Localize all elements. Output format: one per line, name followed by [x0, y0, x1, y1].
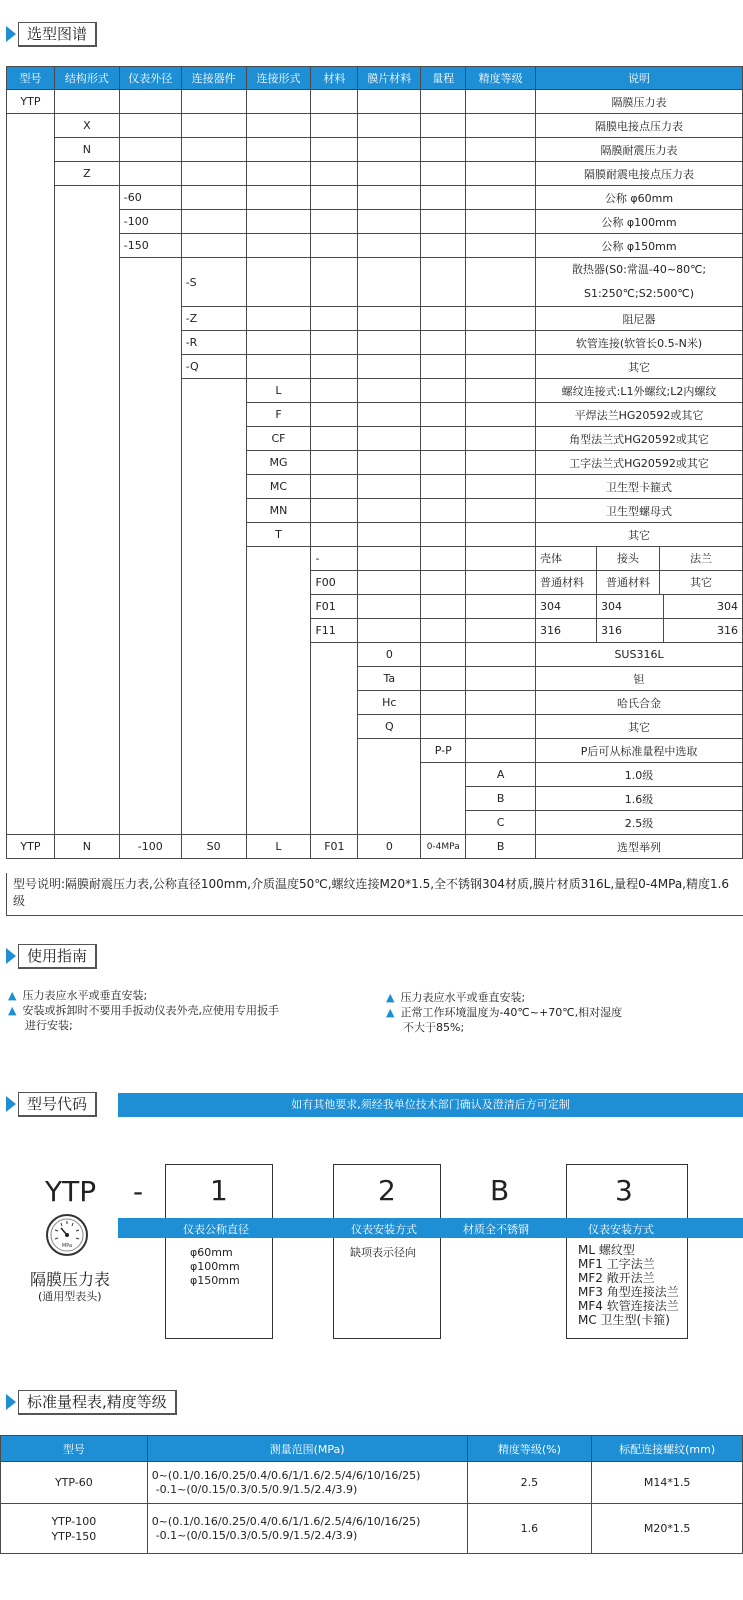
table-row — [7, 355, 743, 379]
code-digit-2: 2 — [378, 1174, 396, 1207]
example-cell: 0-4MPa — [421, 835, 466, 859]
table-row — [7, 571, 743, 595]
code-cell: F01 — [311, 595, 358, 619]
header-cell: 测量范围(MPa) — [147, 1436, 467, 1462]
grade-cell: 1.6 — [467, 1504, 592, 1554]
code-cell: YTP — [7, 90, 55, 114]
table-row — [7, 451, 743, 475]
code-cell: N — [54, 138, 119, 162]
model-prefix: YTP — [45, 1175, 97, 1208]
code-cell: B — [466, 787, 536, 811]
desc-cell: 隔膜耐震压力表 — [536, 138, 743, 162]
code-cell: -Q — [181, 355, 246, 379]
code-cell: Z — [54, 162, 119, 186]
selection-table — [6, 66, 743, 859]
header-cell: 连接器件 — [181, 67, 246, 90]
example-cell: L — [246, 835, 311, 859]
thread-cell: M20*1.5 — [592, 1504, 743, 1554]
header-cell: 连接形式 — [246, 67, 311, 90]
code-cell: F00 — [311, 571, 358, 595]
section-title: 型号代码 — [18, 1092, 97, 1117]
code-label: 仪表安装方式 — [351, 1223, 417, 1236]
table-row — [7, 234, 743, 258]
custom-banner: 如有其他要求,须经我单位技术部门确认及澄清后方可定制 — [118, 1093, 743, 1117]
desc-cell: 1.6级 — [536, 787, 743, 811]
code-digit-1: 1 — [210, 1174, 228, 1207]
desc-cell: 其它 — [536, 715, 743, 739]
table-row — [7, 162, 743, 186]
desc-cell: 卫生型螺母式 — [536, 499, 743, 523]
material-joint: 接头 — [597, 547, 660, 570]
example-cell: N — [54, 835, 119, 859]
desc-cell: 工字法兰式HG20592或其它 — [536, 451, 743, 475]
table-row — [7, 691, 743, 715]
list-item: MF3 角型连接法兰 — [578, 1285, 679, 1299]
list-item: φ60mm — [190, 1246, 233, 1259]
example-cell: -100 — [119, 835, 181, 859]
diameter-list — [190, 1246, 240, 1288]
material-shell: 304 — [536, 595, 597, 618]
triangle-icon — [6, 1394, 16, 1410]
code-cell: C — [466, 811, 536, 835]
code-cell: -150 — [119, 234, 181, 258]
code-label-bar — [118, 1218, 743, 1238]
pressure-gauge-icon — [45, 1213, 89, 1257]
triangle-bullet-icon: ▲ — [386, 1006, 395, 1019]
desc-cell: SUS316L — [536, 643, 743, 667]
example-cell: 0 — [358, 835, 421, 859]
code-label: 材质全不锈钢 — [463, 1223, 529, 1236]
table-row — [7, 619, 743, 643]
table-header-row — [1, 1436, 743, 1462]
material-flange: 316 — [717, 624, 738, 637]
table-row — [7, 331, 743, 355]
header-cell: 材料 — [311, 67, 358, 90]
header-cell: 精度等级 — [466, 67, 536, 90]
code-digit-3: 3 — [615, 1174, 633, 1207]
material-joint: 普通材料 — [597, 571, 660, 594]
table-header-row — [7, 67, 743, 90]
product-name: 隔膜压力表 — [30, 1270, 111, 1289]
list-item: MF1 工字法兰 — [578, 1257, 655, 1271]
triangle-icon — [6, 1096, 16, 1112]
model-note: 型号说明:隔膜耐震压力表,公称直径100mm,介质温度50℃,螺纹连接M20*1.5,全不锈钢304材质,膜片材质316L,量程0-4MPa,精度1.6级 — [6, 873, 743, 916]
desc-cell — [536, 258, 743, 307]
header-cell: 结构形式 — [54, 67, 119, 90]
table-row — [7, 138, 743, 162]
table-row — [7, 258, 743, 307]
table-row — [7, 499, 743, 523]
table-row — [7, 811, 743, 835]
model-dash: - — [133, 1175, 144, 1208]
usage-item: ▲ 压力表应水平或垂直安装; — [8, 989, 148, 1002]
desc-cell: 公称 φ150mm — [536, 234, 743, 258]
desc-cell: 角型法兰式HG20592或其它 — [536, 427, 743, 451]
code-cell: -100 — [119, 210, 181, 234]
desc-cell: 隔膜压力表 — [536, 90, 743, 114]
table-row — [7, 787, 743, 811]
mount-note: 缺项表示径向 — [350, 1246, 416, 1259]
usage-item: ▲ 安装或拆卸时不要用手扳动仪表外壳,应使用专用扳手 — [8, 1004, 279, 1017]
material-cell — [536, 547, 743, 571]
material-cell — [536, 595, 743, 619]
triangle-bullet-icon: ▲ — [8, 989, 17, 1002]
list-item: MC 卫生型(卡箍) — [578, 1313, 670, 1327]
header-cell: 精度等级(%) — [467, 1436, 592, 1462]
range-table — [0, 1435, 743, 1554]
table-row — [7, 667, 743, 691]
code-cell: F — [246, 403, 311, 427]
usage-list-right — [386, 990, 716, 1035]
code-label: 仪表安装方式 — [588, 1223, 654, 1236]
code-cell: Q — [358, 715, 421, 739]
desc-cell: 1.0级 — [536, 763, 743, 787]
table-row — [7, 427, 743, 451]
desc-cell: 隔膜电接点压力表 — [536, 114, 743, 138]
code-cell: -S — [181, 258, 246, 307]
range-cell: 0~(0.1/0.16/0.25/0.4/0.6/1/1.6/2.5/4/6/10/16/25) -0.1~(0/0.15/0.3/0.5/0.9/1.5/2.4/3.9) — [147, 1504, 467, 1554]
desc-cell: 钽 — [536, 667, 743, 691]
code-cell: F11 — [311, 619, 358, 643]
code-cell: -Z — [181, 307, 246, 331]
material-joint: 316 — [597, 619, 664, 642]
table-row — [7, 739, 743, 763]
grade-cell: 2.5 — [467, 1462, 592, 1504]
material-flange: 其它 — [690, 576, 713, 589]
triangle-bullet-icon: ▲ — [8, 1004, 17, 1017]
material-flange: 法兰 — [690, 552, 713, 565]
code-cell: MC — [246, 475, 311, 499]
usage-item-cont: 进行安装; — [25, 1019, 73, 1032]
model-cell: YTP-60 — [1, 1462, 148, 1504]
code-cell: Hc — [358, 691, 421, 715]
usage-item-cont: 不大于85%; — [403, 1021, 465, 1034]
material-flange: 304 — [717, 600, 738, 613]
triangle-icon — [6, 26, 16, 42]
table-row — [7, 210, 743, 234]
desc-cell: 螺纹连接式:L1外螺纹;L2内螺纹 — [536, 379, 743, 403]
code-cell: A — [466, 763, 536, 787]
product-subtitle: (通用型表头) — [38, 1290, 102, 1303]
table-row — [7, 186, 743, 210]
section-title: 使用指南 — [18, 944, 97, 969]
desc-cell: 隔膜耐震电接点压力表 — [536, 162, 743, 186]
list-item: MF2 敞开法兰 — [578, 1271, 655, 1285]
range-cell: 0~(0.1/0.16/0.25/0.4/0.6/1/1.6/2.5/4/6/10/16/25) -0.1~(0/0.15/0.3/0.5/0.9/1.5/2.4/3.9) — [147, 1462, 467, 1504]
desc-cell: 其它 — [536, 355, 743, 379]
usage-item: ▲ 正常工作环境温度为-40℃~+70℃,相对湿度 — [386, 1006, 623, 1019]
code-cell: - — [311, 547, 358, 571]
example-cell: YTP — [7, 835, 55, 859]
desc-cell: 阻尼器 — [536, 307, 743, 331]
table-row — [7, 547, 743, 571]
list-item: MF4 软管连接法兰 — [578, 1299, 679, 1313]
list-item: ML 螺纹型 — [578, 1243, 635, 1257]
list-item: φ100mm — [190, 1260, 240, 1273]
desc-cell: 公称 φ60mm — [536, 186, 743, 210]
section-title: 标准量程表,精度等级 — [18, 1390, 177, 1415]
desc-cell: 其它 — [536, 523, 743, 547]
table-row — [7, 379, 743, 403]
code-letter-b: B — [490, 1174, 510, 1207]
material-cell — [536, 619, 743, 643]
code-cell: L — [246, 379, 311, 403]
table-row — [7, 114, 743, 138]
table-row — [1, 1462, 743, 1504]
section-title: 选型图谱 — [18, 22, 97, 47]
header-cell: 仪表外径 — [119, 67, 181, 90]
thread-cell: M14*1.5 — [592, 1462, 743, 1504]
code-cell: P-P — [421, 739, 466, 763]
desc-line: S1:250℃;S2:500℃) — [583, 287, 695, 300]
header-cell: 说明 — [536, 67, 743, 90]
desc-cell: 2.5级 — [536, 811, 743, 835]
example-row — [7, 835, 743, 859]
header-cell: 量程 — [421, 67, 466, 90]
example-cell: F01 — [311, 835, 358, 859]
code-cell: CF — [246, 427, 311, 451]
table-row — [7, 307, 743, 331]
table-row — [7, 403, 743, 427]
table-row — [7, 715, 743, 739]
code-cell: MN — [246, 499, 311, 523]
gauge-unit-label: MPa — [61, 1243, 73, 1249]
example-cell: B — [466, 835, 536, 859]
model-cell: YTP-100 YTP-150 — [1, 1504, 148, 1554]
triangle-icon — [6, 948, 16, 964]
list-item: φ150mm — [190, 1274, 240, 1287]
header-cell: 标配连接螺纹(mm) — [592, 1436, 743, 1462]
material-shell: 316 — [536, 619, 597, 642]
desc-cell: 公称 φ100mm — [536, 210, 743, 234]
usage-item: ▲ 压力表应水平或垂直安装; — [386, 991, 526, 1004]
code-label: 仪表公称直径 — [183, 1223, 249, 1236]
header-cell: 膜片材料 — [358, 67, 421, 90]
table-row — [7, 763, 743, 787]
code-cell: MG — [246, 451, 311, 475]
table-row — [7, 523, 743, 547]
material-cell — [536, 571, 743, 595]
usage-list-left — [8, 988, 338, 1033]
table-row — [7, 475, 743, 499]
desc-cell: P后可从标准量程中选取 — [536, 739, 743, 763]
table-row — [1, 1504, 743, 1554]
example-cell: S0 — [181, 835, 246, 859]
desc-cell: 软管连接(软管长0.5-N米) — [536, 331, 743, 355]
example-cell: 选型举列 — [536, 835, 743, 859]
desc-line: 散热器(S0:常温-40~80℃; — [571, 263, 707, 276]
code-cell: Ta — [358, 667, 421, 691]
code-cell: -R — [181, 331, 246, 355]
code-cell: T — [246, 523, 311, 547]
header-cell: 型号 — [7, 67, 55, 90]
material-shell: 壳体 — [536, 547, 597, 570]
header-cell: 型号 — [1, 1436, 148, 1462]
desc-cell: 哈氏合金 — [536, 691, 743, 715]
desc-cell: 平焊法兰HG20592或其它 — [536, 403, 743, 427]
desc-cell: 卫生型卡箍式 — [536, 475, 743, 499]
table-row — [7, 595, 743, 619]
material-joint: 304 — [597, 595, 664, 618]
table-row — [7, 90, 743, 114]
connection-list — [578, 1243, 679, 1327]
code-cell: 0 — [358, 643, 421, 667]
code-cell: -60 — [119, 186, 181, 210]
table-row — [7, 643, 743, 667]
triangle-bullet-icon: ▲ — [386, 991, 395, 1004]
code-cell: X — [54, 114, 119, 138]
material-shell: 普通材料 — [536, 571, 597, 594]
